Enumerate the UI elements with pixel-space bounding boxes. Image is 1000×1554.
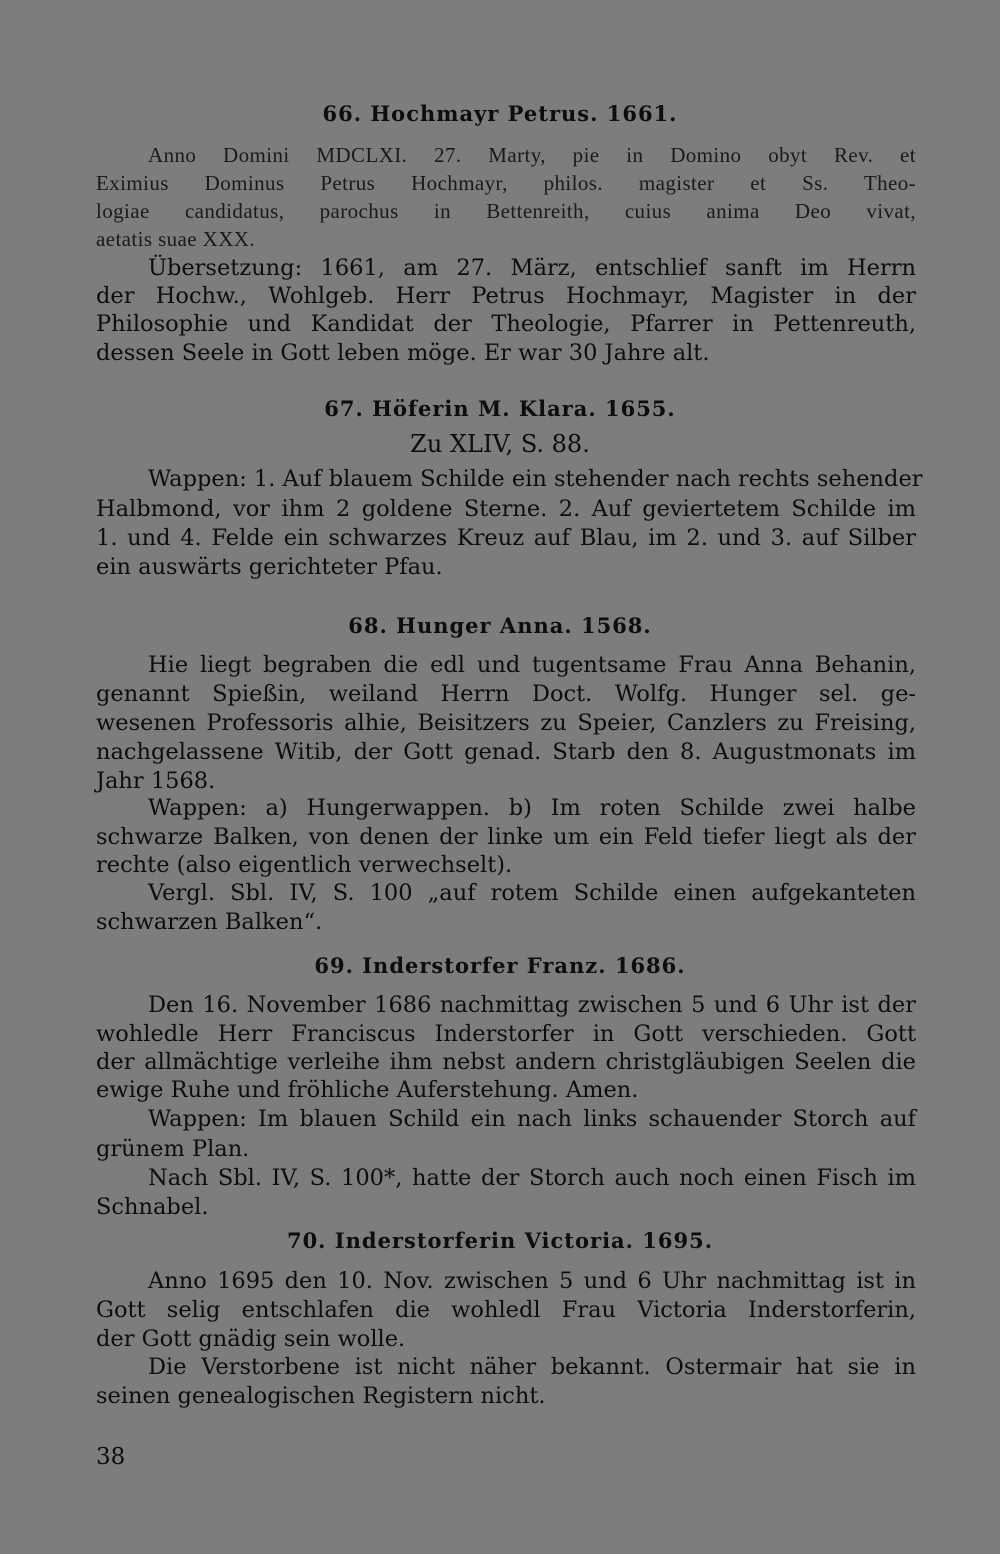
entry-70-line: der Gott gnädig sein wolle. bbox=[96, 1326, 406, 1352]
entry-68-line: nachgelassene Witib, der Gott genad. Starb den 8. Augustmonats im bbox=[96, 739, 916, 765]
entry-66-line: aetatis suae XXX. bbox=[96, 227, 255, 251]
entry-68-line: Hie liegt begraben die edl und tugentsame Frau Anna Behanin, bbox=[148, 652, 916, 678]
entry-68-line: Vergl. Sbl. IV, S. 100 „auf rotem Schilde einen aufgekanteten bbox=[148, 880, 916, 906]
entry-67-subtitle: Zu XLIV, S. 88. bbox=[410, 430, 590, 458]
entry-68-title: 68. Hunger Anna. 1568. bbox=[348, 613, 652, 638]
entry-66-line: Übersetzung: 1661, am 27. März, entschlief sanft im Herrn bbox=[148, 255, 916, 281]
entry-67-line: Wappen: 1. Auf blauem Schilde ein stehender nach rechts sehender bbox=[148, 466, 923, 492]
entry-70-line: seinen genealogischen Registern nicht. bbox=[96, 1383, 546, 1409]
entry-70-line: Gott selig entschlafen die wohledl Frau Victoria Inderstorferin, bbox=[96, 1297, 916, 1323]
entry-69-line: der allmächtige verleihe ihm nebst andern christgläubigen Seelen die bbox=[96, 1049, 916, 1075]
entry-68-line: Jahr 1568. bbox=[96, 768, 216, 794]
entry-67-line: Halbmond, vor ihm 2 goldene Sterne. 2. Auf geviertetem Schilde im bbox=[96, 496, 916, 522]
entry-69-line: wohledle Herr Franciscus Inderstorfer in Gott verschieden. Gott bbox=[96, 1021, 916, 1047]
entry-68-line: genannt Spießin, weiland Herrn Doct. Wolfg. Hunger sel. ge- bbox=[96, 681, 916, 707]
entry-70-line: Anno 1695 den 10. Nov. zwischen 5 und 6 Uhr nachmittag ist in bbox=[148, 1268, 916, 1294]
entry-66-line: Philosophie und Kandidat der Theologie, Pfarrer in Pettenreuth, bbox=[96, 311, 916, 337]
entry-69-line: ewige Ruhe und fröhliche Auferstehung. Amen. bbox=[96, 1077, 639, 1103]
entry-67-title: 67. Höferin M. Klara. 1655. bbox=[324, 396, 676, 421]
entry-68-line: schwarze Balken, von denen der linke um ein Feld tiefer liegt als der bbox=[96, 824, 916, 850]
entry-66-line: logiae candidatus, parochus in Bettenreith, cuius anima Deo vivat, bbox=[96, 199, 916, 223]
entry-69-line: Wappen: Im blauen Schild ein nach links schauender Storch auf bbox=[148, 1106, 916, 1132]
entry-68-line: wesenen Professoris alhie, Beisitzers zu Speier, Canzlers zu Freising, bbox=[96, 710, 916, 736]
page-number: 38 bbox=[96, 1444, 126, 1470]
entry-69-line: Den 16. November 1686 nachmittag zwischen 5 und 6 Uhr ist der bbox=[148, 992, 916, 1018]
entry-66-line: Anno Domini MDCLXI. 27. Marty, pie in Domino obyt Rev. et bbox=[148, 143, 916, 167]
entry-67-line: ein auswärts gerichteter Pfau. bbox=[96, 554, 443, 580]
entry-69-line: grünem Plan. bbox=[96, 1136, 250, 1162]
entry-66-line: der Hochw., Wohlgeb. Herr Petrus Hochmayr, Magister in der bbox=[96, 283, 916, 309]
entry-69-line: Schnabel. bbox=[96, 1194, 209, 1220]
entry-66-line: dessen Seele in Gott leben möge. Er war 30 Jahre alt. bbox=[96, 340, 710, 366]
entry-69-line: Nach Sbl. IV, S. 100*, hatte der Storch auch noch einen Fisch im bbox=[148, 1165, 916, 1191]
entry-67-line: 1. und 4. Felde ein schwarzes Kreuz auf Blau, im 2. und 3. auf Silber bbox=[96, 525, 916, 551]
entry-66-title: 66. Hochmayr Petrus. 1661. bbox=[322, 101, 678, 126]
entry-70-line: Die Verstorbene ist nicht näher bekannt. Ostermair hat sie in bbox=[148, 1354, 916, 1380]
entry-68-line: rechte (also eigentlich verwechselt). bbox=[96, 852, 513, 878]
entry-69-title: 69. Inderstorfer Franz. 1686. bbox=[314, 953, 686, 978]
entry-68-line: schwarzen Balken“. bbox=[96, 909, 323, 935]
entry-66-line: Eximius Dominus Petrus Hochmayr, philos. magister et Ss. Theo- bbox=[96, 171, 916, 195]
entry-70-title: 70. Inderstorferin Victoria. 1695. bbox=[286, 1228, 714, 1253]
entry-68-line: Wappen: a) Hungerwappen. b) Im roten Schilde zwei halbe bbox=[148, 795, 916, 821]
